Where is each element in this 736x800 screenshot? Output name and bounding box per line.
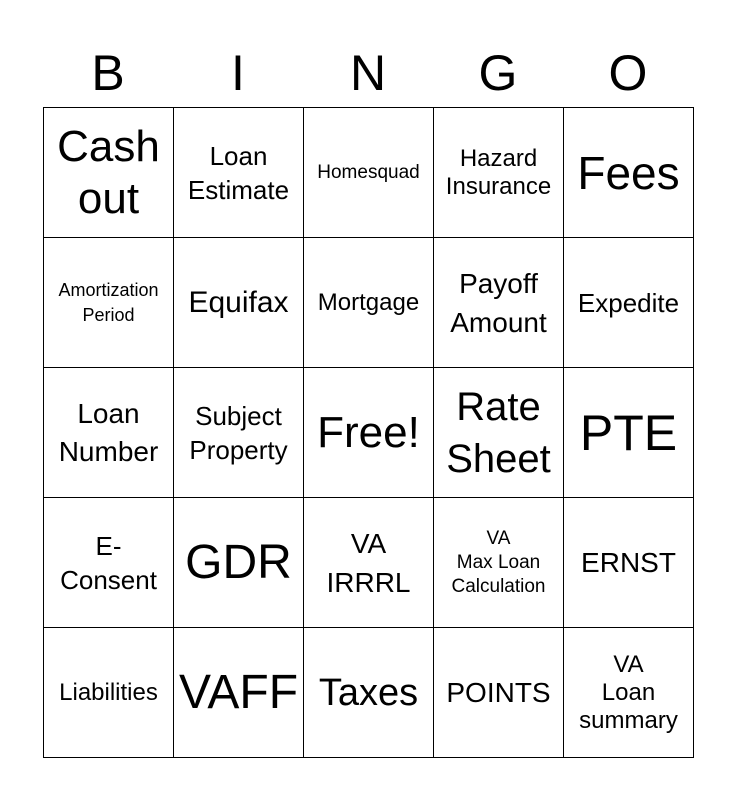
bingo-cell-r2-c4[interactable]: Payoff Amount bbox=[434, 238, 564, 368]
bingo-cell-r1-c2[interactable]: Loan Estimate bbox=[174, 108, 304, 238]
bingo-cell-r3-c2[interactable]: Subject Property bbox=[174, 368, 304, 498]
header-letter-n: N bbox=[349, 45, 387, 101]
bingo-cell-r3-c3-free[interactable]: Free! bbox=[304, 368, 434, 498]
bingo-cell-r5-c2[interactable]: VAFF bbox=[174, 628, 304, 758]
bingo-cell-r5-c1[interactable]: Liabilities bbox=[44, 628, 174, 758]
bingo-cell-r2-c5[interactable]: Expedite bbox=[564, 238, 694, 368]
bingo-cell-r2-c1[interactable]: Amortization Period bbox=[44, 238, 174, 368]
bingo-cell-r4-c3[interactable]: VA IRRRL bbox=[304, 498, 434, 628]
bingo-cell-r3-c1[interactable]: Loan Number bbox=[44, 368, 174, 498]
bingo-cell-r5-c5[interactable]: VA Loan summary bbox=[564, 628, 694, 758]
bingo-cell-r1-c5[interactable]: Fees bbox=[564, 108, 694, 238]
header-letter-o: O bbox=[608, 45, 648, 101]
bingo-cell-r3-c4[interactable]: Rate Sheet bbox=[434, 368, 564, 498]
bingo-cell-r2-c3[interactable]: Mortgage bbox=[304, 238, 434, 368]
header-letter-i: I bbox=[231, 45, 245, 101]
bingo-cell-r5-c3[interactable]: Taxes bbox=[304, 628, 434, 758]
bingo-cell-r1-c4[interactable]: Hazard Insurance bbox=[434, 108, 564, 238]
bingo-cell-r5-c4[interactable]: POINTS bbox=[434, 628, 564, 758]
bingo-cell-r3-c5[interactable]: PTE bbox=[564, 368, 694, 498]
bingo-cell-r4-c2[interactable]: GDR bbox=[174, 498, 304, 628]
bingo-cell-r4-c4[interactable]: VA Max Loan Calculation bbox=[434, 498, 564, 628]
bingo-cell-r1-c3[interactable]: Homesquad bbox=[304, 108, 434, 238]
header-letter-g: G bbox=[478, 45, 518, 101]
header-letter-b: B bbox=[91, 45, 125, 101]
bingo-cell-r4-c1[interactable]: E- Consent bbox=[44, 498, 174, 628]
bingo-cell-r4-c5[interactable]: ERNST bbox=[564, 498, 694, 628]
bingo-header bbox=[43, 40, 693, 106]
bingo-board bbox=[43, 107, 694, 758]
bingo-cell-r1-c1[interactable]: Cash out bbox=[44, 108, 174, 238]
bingo-cell-r2-c2[interactable]: Equifax bbox=[174, 238, 304, 368]
